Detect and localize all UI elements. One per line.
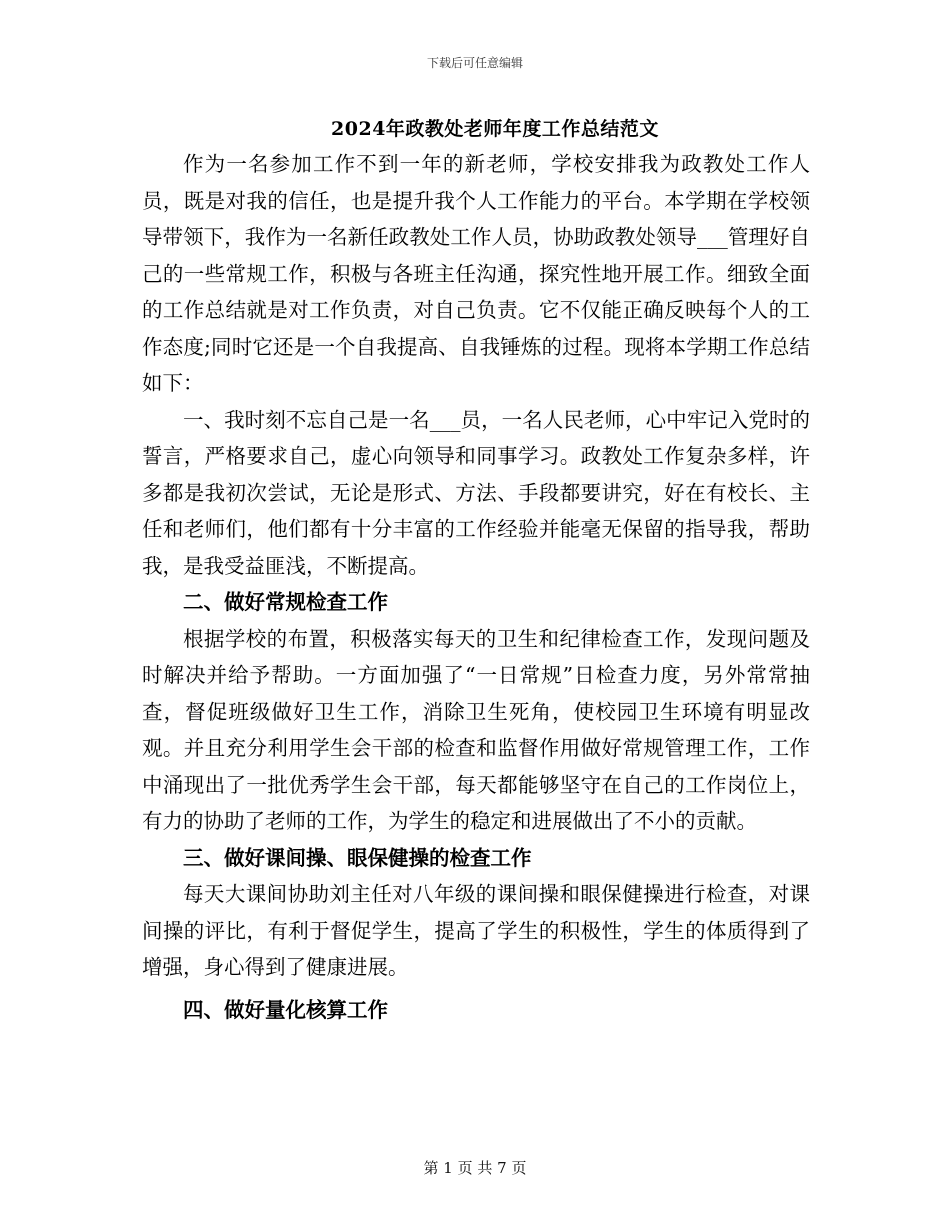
section-2-paragraph: 根据学校的布置，积极落实每天的卫生和纪律检查工作，发现问题及时解决并给予帮助。一方面加强了“一日常规”日检查力度，另外常常抽查，督促班级做好卫生工作，消除卫生死角，使校园卫生环境有明显改观。并且充分利用学生会干部的检查和监督作用做好常规管理工作，工作中涌现出了一批优秀学生会干部，每天都能够坚守在自己的工作岗位上，有力的协助了老师的工作，为学生的稳定和进展做出了不小的贡献。: [142, 626, 810, 833]
section-2-heading: 二、做好常规检查工作: [183, 590, 388, 614]
section-3-heading: 三、做好课间操、眼保健操的检查工作: [183, 845, 532, 870]
section-1-paragraph: 一、我时刻不忘自己是一名___员，一名人民老师，心中牢记入党时的誓言，严格要求自己，虚心向领导和同事学习。政教处工作复杂多样，许多都是我初次尝试，无论是形式、方法、手段都要讲究，好在有校长、主任和老师们，他们都有十分丰富的工作经验并能毫无保留的指导我，帮助我，是我受益匪浅，不断提高。: [142, 407, 810, 578]
page-number: 第 1 页 共 7 页: [423, 1159, 527, 1177]
section-3-paragraph: 每天大课间协助刘主任对八年级的课间操和眼保健操进行检查，对课间操的评比，有利于督促学生，提高了学生的积极性，学生的体质得到了增强，身心得到了健康进展。: [142, 882, 810, 979]
document-body: [142, 146, 810, 1028]
intro-paragraph: 作为一名参加工作不到一年的新老师，学校安排我为政教处工作人员，既是对我的信任，也是提升我个人工作能力的平台。本学期在学校领导带领下，我作为一名新任政教处工作人员，协助政教处领导___管理好自己的一些常规工作，积极与各班主任沟通，探究性地开展工作。细致全面的工作总结就是对工作负责，对自己负责。它不仅能正确反映每个人的工作态度;同时它还是一个自我提高、自我锤炼的过程。现将本学期工作总结如下：: [142, 152, 810, 395]
page-header-note: 下载后可任意编辑: [426, 56, 523, 70]
document-title: 2024年政教处老师年度工作总结范文: [331, 118, 659, 140]
section-4-heading: 四、做好量化核算工作: [183, 997, 388, 1022]
